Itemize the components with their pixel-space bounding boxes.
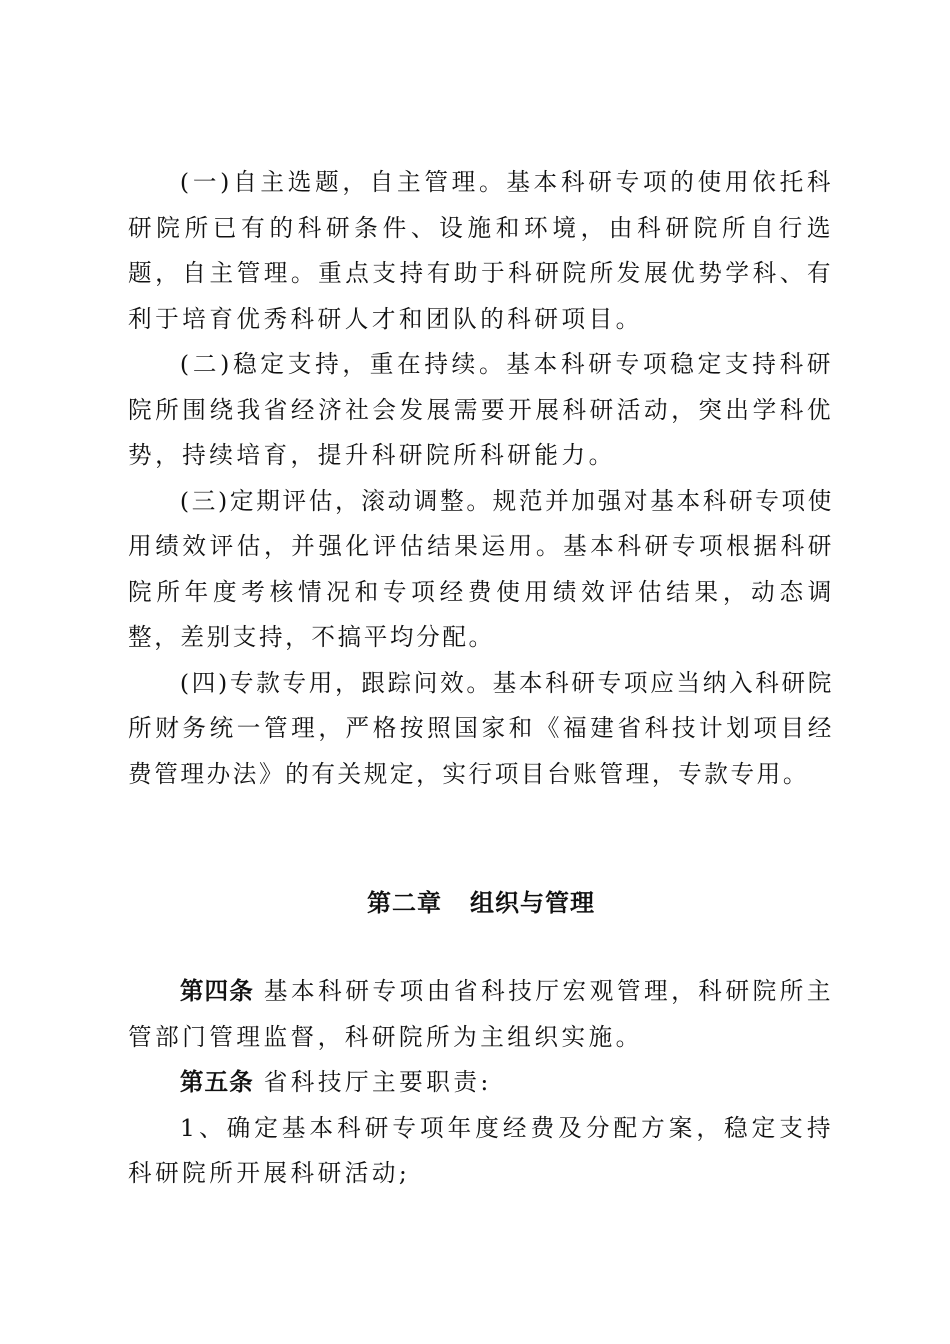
article-4-paragraph	[128, 969, 834, 1060]
document-body	[128, 160, 834, 1197]
chapter-after-spacer	[128, 923, 834, 969]
article-5-paragraph	[128, 1060, 834, 1106]
article-5-text: 省科技厅主要职责:	[263, 1068, 492, 1096]
chapter-heading	[128, 883, 834, 923]
principle-paragraph-1: (一)自主选题，自主管理。基本科研专项的使用依托科研院所已有的科研条件、设施和环境，由科研院所自行选题，自主管理。重点支持有助于科研院所发展优势学科、有利于培育优秀科研人才和团队的科研项目。	[128, 168, 834, 333]
principle-paragraph-2: (二)稳定支持，重在持续。基本科研专项稳定支持科研院所围绕我省经济社会发展需要开展科研活动，突出学科优势，持续培育，提升科研院所科研能力。	[128, 350, 834, 469]
chapter-title: 组织与管理	[470, 889, 595, 917]
article-4-label: 第四条	[179, 977, 254, 1005]
article-5-label: 第五条	[179, 1068, 254, 1096]
chapter-spacer	[128, 797, 834, 883]
principle-paragraph-3: (三)定期评估，滚动调整。规范并加强对基本科研专项使用绩效评估，并强化评估结果运用。基本科研专项根据科研院所年度考核情况和专项经费使用绩效评估结果，动态调整，差别支持，不搞平均分配。	[128, 486, 834, 651]
duty-item-1: 1、确定基本科研专项年度经费及分配方案，稳定支持科研院所开展科研活动;	[128, 1113, 834, 1187]
article-4-text: 基本科研专项由省科技厅宏观管理，科研院所主管部门管理监督，科研院所为主组织实施。	[128, 977, 835, 1051]
principle-paragraph-4: (四)专款专用，跟踪问效。基本科研专项应当纳入科研院所财务统一管理，严格按照国家和《福建省科技计划项目经费管理办法》的有关规定，实行项目台账管理，专款专用。	[128, 668, 834, 788]
chapter-number: 第二章	[367, 889, 442, 917]
